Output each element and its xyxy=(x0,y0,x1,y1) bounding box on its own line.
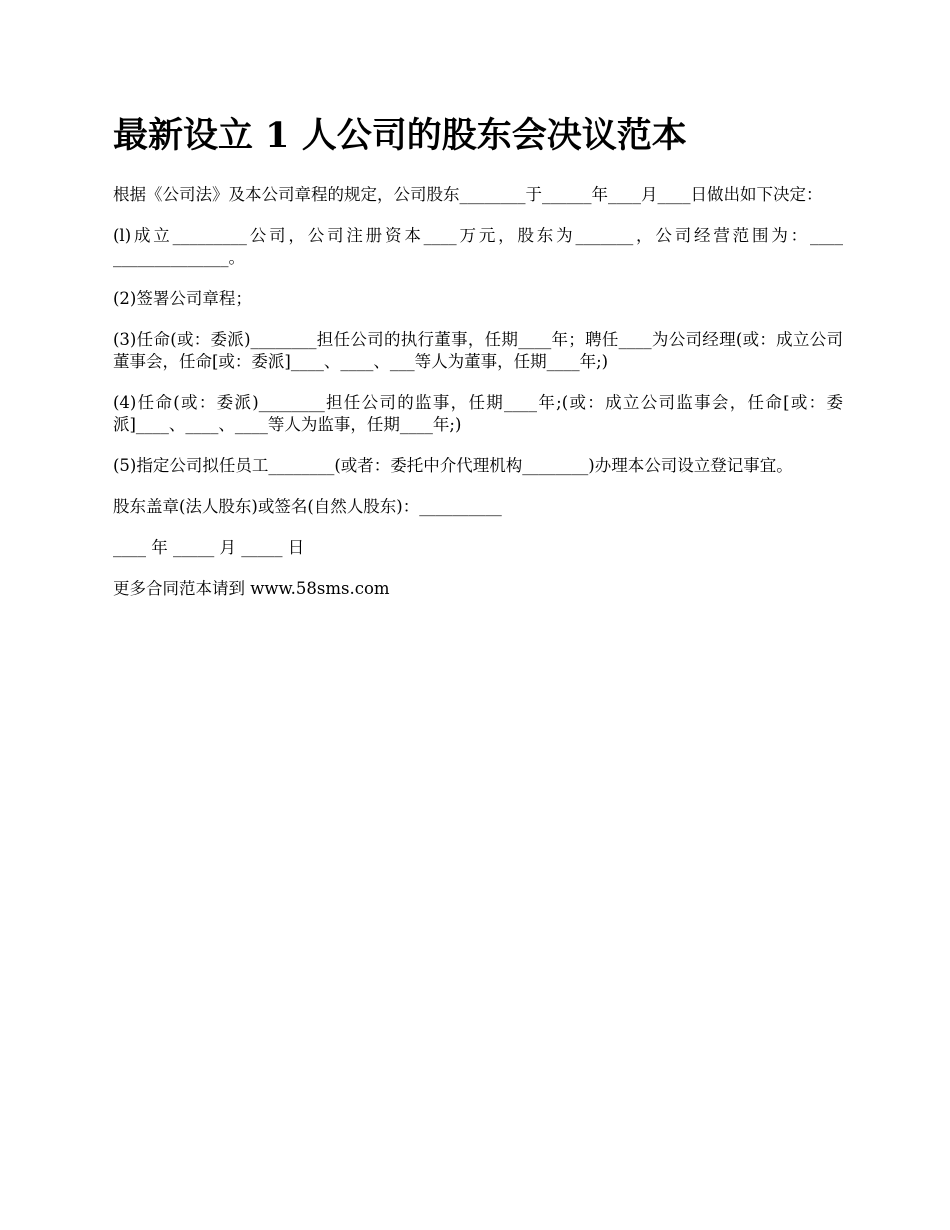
signature-line: 股东盖章(法人股东)或签名(自然人股东)：__________ xyxy=(113,497,502,516)
document-title: 最新设立 1 人公司的股东会决议范本 xyxy=(113,115,687,156)
footer-link-text: 更多合同范本请到 www.58sms.com xyxy=(113,579,390,598)
clause-1-paragraph: (l)成立_________公司，公司注册资本____万元，股东为_______，公司经营范围为：____ ______________。 xyxy=(113,226,843,267)
document-page xyxy=(113,112,843,619)
clause-2-paragraph: (2)签署公司章程； xyxy=(113,289,252,308)
clause-3-paragraph: (3)任命(或：委派)________担任公司的执行董事，任期____年；聘任____为公司经理(或：成立公司董事会，任命[或：委派]____、____、___等人为董事，任期____年;) xyxy=(113,330,843,371)
clause-5-paragraph: (5)指定公司拟任员工________(或者：委托中介代理机构________)办理本公司设立登记事宜。 xyxy=(113,456,793,475)
intro-paragraph: 根据《公司法》及本公司章程的规定，公司股东________于______年____月____日做出如下决定： xyxy=(113,185,823,204)
date-line: ____ 年 _____ 月 _____ 日 xyxy=(113,538,305,557)
clause-4-paragraph: (4)任命(或：委派)________担任公司的监事，任期____年;(或：成立公司监事会，任命[或：委派]____、____、____等人为监事，任期____年;) xyxy=(113,393,843,434)
